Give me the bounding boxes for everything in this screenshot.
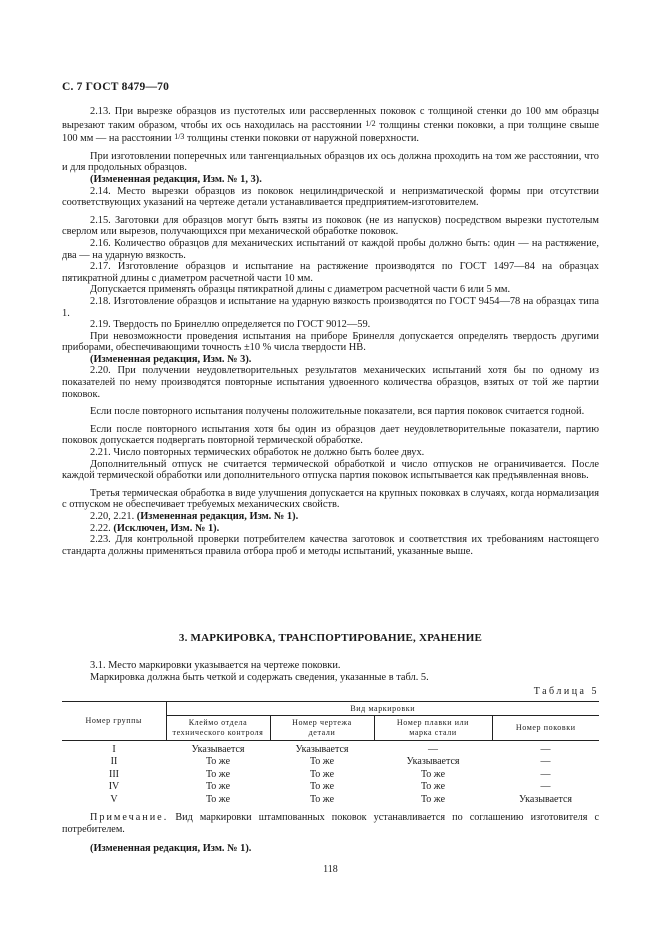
table-row [62, 769, 599, 781]
paragraph: Допускается применять образцы пятикратной длины с диаметром расчетной части 6 или 5 мм. [90, 284, 511, 296]
table-row [62, 781, 599, 793]
table-cell: Указывается [191, 744, 245, 755]
table-cell: Указывается [518, 793, 572, 805]
text: 2.20, 2.21. [90, 511, 137, 522]
paragraph-3-1: 3.1. Место маркировки указывается на чертеже поковки. [90, 660, 341, 671]
table-cell: То же [309, 781, 335, 793]
section-text [62, 660, 599, 684]
paragraph-2-13 [62, 106, 599, 145]
amendment-note: (Исключен, Изм. № 1). [113, 522, 220, 534]
table-header-col: Клеймо отдела технического контроля [166, 716, 270, 741]
amendment-note: (Измененная редакция, Изм. № 1). [90, 843, 252, 854]
table-cell: — [540, 768, 551, 780]
paragraph: При изготовлении поперечных или тангенциальных образцов их ось должна проходить на том же расстоянии, что и для продольных образцов. [62, 150, 599, 174]
table-cell: V [110, 793, 118, 805]
amendment-note: (Измененная редакция, Изм. № 1). [136, 511, 299, 522]
paragraph-2-18: 2.18. Изготовление образцов и испытание на ударную вязкость производятся по ГОСТ 9454—78 на образцах типа 1. [62, 295, 599, 319]
paragraph: Если после повторного испытания хотя бы один из образцов дает неудовлетворительные показатели, партию поковок допускается подвергать повторной термической обработке. [62, 423, 599, 447]
section-title: 3. МАРКИРОВКА, ТРАНСПОРТИРОВАНИЕ, ХРАНЕНИЕ [178, 632, 483, 644]
paragraph-2-22 [62, 523, 599, 535]
table-header-col: Номер поковки [492, 716, 599, 741]
amendment-note: (Измененная редакция, Изм. № 1, 3). [90, 173, 262, 185]
table-cell: То же [309, 793, 335, 805]
table-header-span: Вид маркировки [166, 702, 599, 716]
table-cell: II [110, 756, 118, 768]
final-amendment-note [62, 843, 251, 854]
paragraph-2-20-2-21 [62, 511, 599, 523]
table-cell: То же [420, 781, 446, 793]
paragraph-2-19: 2.19. Твердость по Бринеллю определяется по ГОСТ 9012—59. [90, 319, 371, 331]
table-cell: То же [205, 781, 231, 793]
table-cell: — [428, 744, 438, 755]
table-header-col: Номер чертежа детали [270, 716, 374, 741]
paragraph-2-14: 2.14. Место вырезки образцов из поковок нецилиндрической и непризматической формы при отсутствии соответствующих указаний на чертеже детали устанавливается предприятием-изготовителем. [62, 185, 599, 209]
table-cell: IV [108, 781, 120, 793]
paragraph-2-17: 2.17. Изготовление образцов и испытание на растяжение производятся по ГОСТ 1497—84 на образцах пятикратной длины с диаметром расчетной части 10 мм. [62, 261, 599, 284]
paragraph-2-16: 2.16. Количество образцов для механических испытаний от каждой пробы должно быть: один — на растяжение, два — на ударную вязкость. [62, 237, 599, 261]
amendment-note: (Измененная редакция, Изм. № 3). [90, 353, 252, 365]
paragraph-2-15: 2.15. Заготовки для образцов могут быть взяты из поковок (не из напусков) посредством вырезки пустотелым сверлом или вырезов, получающихся при механической обработке поковок. [62, 214, 599, 238]
paragraph: При невозможности проведения испытания на приборе Бринелля допускается определять твердость другими приборами, обеспечивающими точность ±10 % числа твердости НВ. [62, 330, 599, 354]
table-cell: То же [205, 768, 231, 780]
table-cell: III [109, 768, 119, 780]
table-row [62, 741, 599, 757]
marking-table [62, 701, 599, 806]
table-cell: Указывается [295, 744, 349, 755]
table-header-group: Номер группы [62, 702, 166, 741]
text: толщины стенки поковки, а при толщине свыше 100 мм — на расстоянии [62, 119, 599, 145]
table-cell: I [112, 744, 116, 755]
fraction: 1/2 [365, 118, 376, 128]
paragraph-2-20: 2.20. При получении неудовлетворительных результатов механических испытаний хотя бы по одному из показателей по нему производятся повторные испытания удвоенного количества образцов, взятых от той же партии поковок. [62, 365, 599, 400]
table-row [62, 756, 599, 768]
paragraph: Дополнительный отпуск не считается термической обработкой и число отпусков не ограничивается. После каждой термической обработки или дополнительного отпуска партия поковок испытывается как предъявленная вновь. [62, 458, 599, 482]
note-text: Вид маркировки штампованных поковок устанавливается по соглашению изготовителя с потребителем. [62, 812, 599, 835]
table-cell: — [540, 744, 551, 755]
table-cell: Указывается [406, 756, 460, 768]
note-label: Примечание. [90, 812, 169, 823]
paragraph-2-21: 2.21. Число повторных термических обработок не должно быть более двух. [90, 447, 425, 459]
table-cell: — [540, 756, 551, 768]
paragraph: Третья термическая обработка в виде улучшения допускается на крупных поковках в случаях, когда нормализация с отпуском не обеспечивает требуемых механических свойств. [62, 487, 599, 511]
table-cell: То же [309, 756, 335, 768]
table-header-col: Номер плавки или марка стали [374, 716, 492, 741]
table-cell: То же [205, 756, 231, 768]
table-cell: То же [309, 768, 335, 780]
fraction: 1/3 [174, 132, 185, 142]
table-cell: То же [205, 793, 231, 805]
table-cell: — [540, 781, 551, 793]
table-label: Таблица 5 [533, 686, 599, 697]
text: 2.13. При вырезке образцов из пустотелых или рассверленных поковок с толщиной стенки до 100 мм образцы вырезают таким образом, чтобы их ось находилась на расстоянии [62, 106, 599, 131]
table-note [62, 812, 599, 836]
paragraph-2-23: 2.23. Для контрольной проверки потребителем качества заготовок и соответствия их требованиям настоящего стандарта должны применяться правила отбора проб и методы испытаний, указанные выше. [62, 534, 599, 557]
page-number: 118 [323, 864, 338, 875]
page-header: С. 7 ГОСТ 8479—70 [62, 81, 170, 93]
body-text [62, 106, 599, 557]
table-cell: То же [420, 768, 446, 780]
table-row [62, 794, 599, 806]
text: 2.22. [90, 522, 114, 534]
paragraph: Маркировка должна быть четкой и содержать сведения, указанные в табл. 5. [90, 672, 429, 683]
table-cell: То же [420, 793, 446, 805]
text: толщины стенки поковки от наружной поверхности. [184, 133, 419, 145]
paragraph: Если после повторного испытания получены положительные показатели, вся партия поковок считается годной. [90, 406, 585, 418]
